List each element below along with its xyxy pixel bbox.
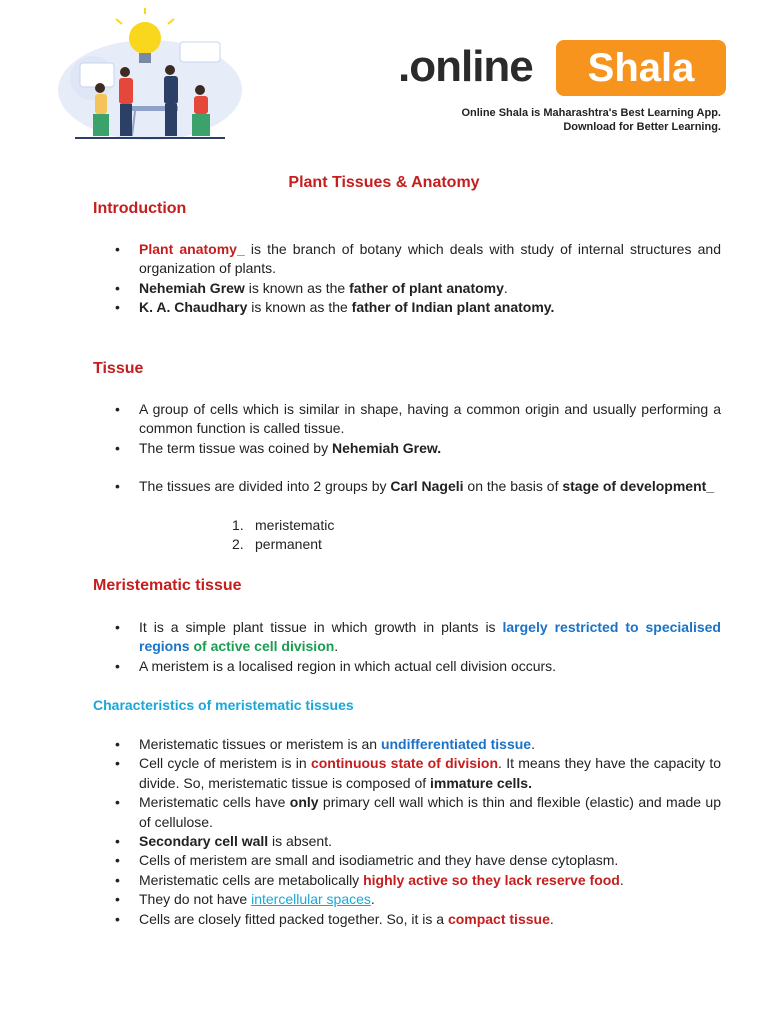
list-item: • Meristematic cells are metabolically highly active so they lack reserve food.	[139, 871, 721, 890]
list-item: • A meristem is a localised region in which actual cell division occurs.	[139, 657, 721, 676]
page-title: Plant Tissues & Anatomy	[288, 174, 480, 191]
meristematic-list	[93, 618, 721, 676]
logo-online-text: .online	[398, 42, 533, 91]
intercellular-spaces-link[interactable]: intercellular spaces	[251, 891, 371, 908]
list-item: • The tissues are divided into 2 groups by Carl Nageli on the basis of stage of development_	[139, 477, 721, 496]
team-illustration	[50, 8, 250, 148]
list-item: • Secondary cell wall is absent.	[139, 832, 721, 851]
list-item: • A group of cells which is similar in shape, having a common origin and usually performing a common function is called tissue.	[139, 400, 721, 439]
list-item: • Meristematic cells have only primary cell wall which is thin and flexible (elastic) and made up of cellulose.	[139, 793, 721, 832]
tissue-list	[93, 400, 721, 458]
list-item: • The term tissue was coined by Nehemiah Grew.	[139, 439, 721, 458]
characteristics-heading: Characteristics of meristematic tissues	[93, 697, 354, 713]
team-illustration-icon	[50, 8, 250, 148]
list-item: • Cell cycle of meristem is in continuous state of division. It means they have the capacity to divide. So, meristematic tissue is composed of immature cells.	[139, 754, 721, 793]
list-item: • Nehemiah Grew is known as the father of plant anatomy.	[139, 279, 721, 298]
list-item: • Plant anatomy_ is the branch of botany which deals with study of internal structures and organization of plants.	[139, 240, 721, 279]
list-item: 1. meristematic	[232, 517, 335, 533]
tagline-line-2: Download for Better Learning.	[563, 121, 721, 133]
tissue-types-list	[232, 516, 334, 555]
meristematic-heading: Meristematic tissue	[93, 577, 242, 594]
list-item: • It is a simple plant tissue in which growth in plants is largely restricted to specialised regions of active cell division.	[139, 618, 721, 657]
list-item: • K. A. Chaudhary is known as the father of Indian plant anatomy.	[139, 298, 721, 317]
tissue-groups-list	[93, 477, 721, 496]
list-item: • Meristematic tissues or meristem is an undifferentiated tissue.	[139, 735, 721, 754]
list-item: • They do not have intercellular spaces.	[139, 890, 721, 909]
introduction-list	[93, 240, 721, 318]
characteristics-list	[93, 735, 721, 929]
introduction-heading: Introduction	[93, 200, 187, 217]
tagline-line-1: Online Shala is Maharashtra's Best Learning App.	[461, 107, 721, 119]
tagline	[461, 106, 721, 134]
tissue-heading: Tissue	[93, 360, 144, 377]
logo-shala-badge: Shala	[556, 40, 726, 96]
onlineshala-logo	[398, 40, 738, 100]
list-item: • Cells are closely fitted packed together. So, it is a compact tissue.	[139, 910, 721, 929]
list-item: • Cells of meristem are small and isodiametric and they have dense cytoplasm.	[139, 851, 721, 870]
list-item: 2. permanent	[232, 536, 322, 553]
